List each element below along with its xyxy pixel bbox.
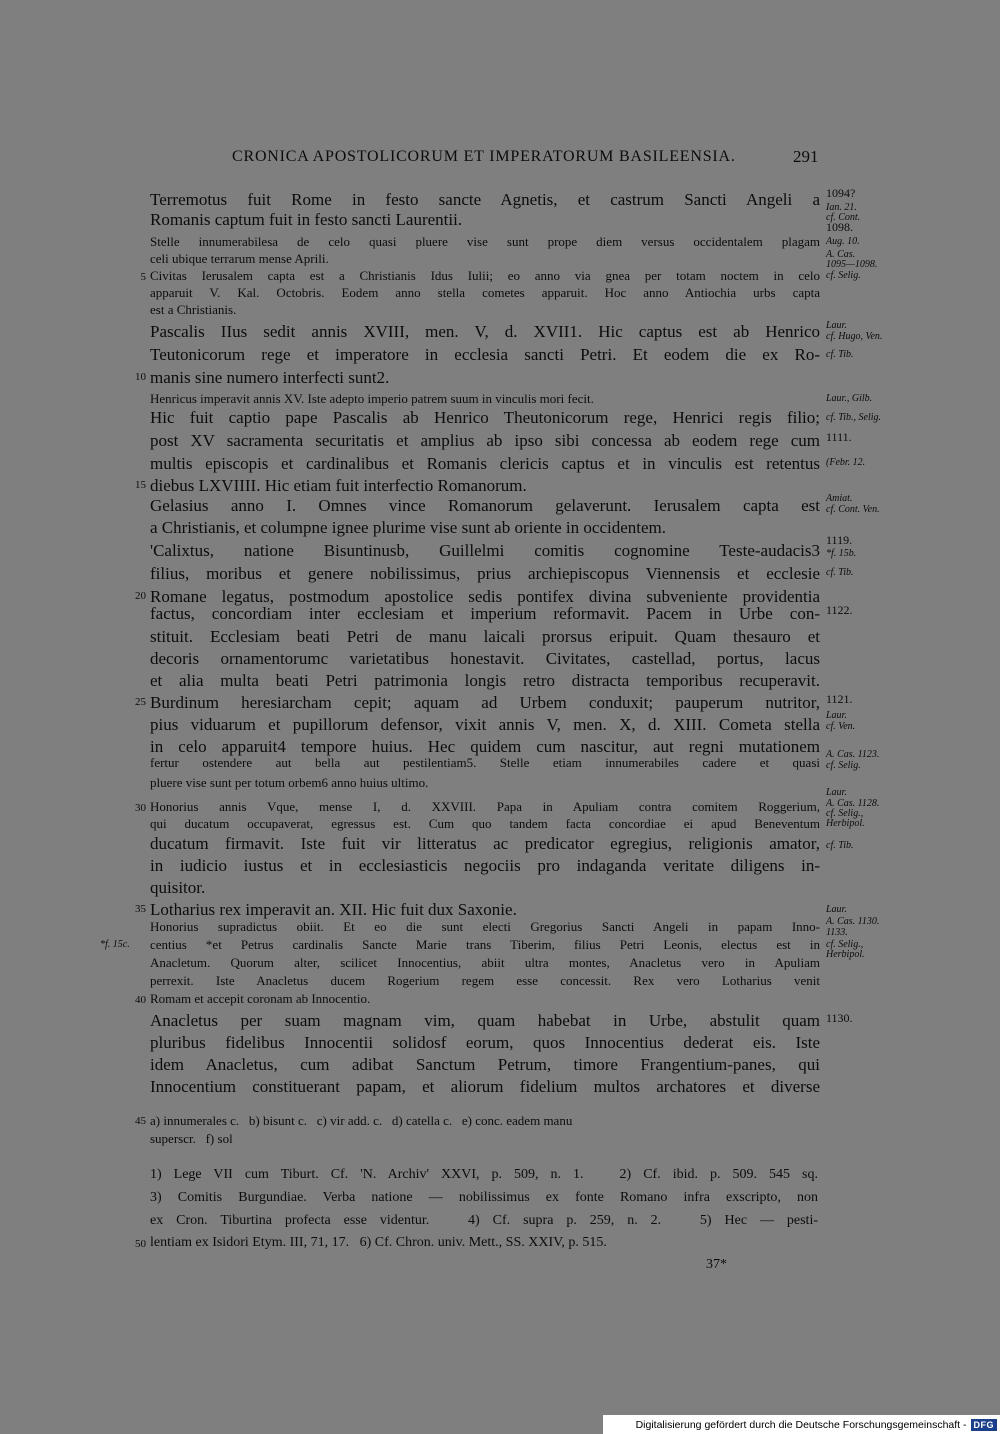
text-line: Terremotus fuit Rome in festo sancte Agnetis, et castrum Sancti Angeli a — [150, 190, 820, 209]
margin-note: A. Cas. — [826, 249, 856, 260]
margin-note: 1121. — [826, 692, 853, 706]
text-line: Hic fuit captio pape Pascalis ab Henrico Theutonicorum rege, Henrici regis filio; — [150, 408, 820, 427]
digitization-footer — [603, 1415, 1000, 1434]
line-number: 50 — [135, 1238, 146, 1250]
text-line: Romane legatus, postmodum apostolice sedis pontifex divina subveniente providentia — [150, 587, 820, 606]
text-line: perrexit. Iste Anacletus ducem Rogerium regem esse concessit. Rex vero Lotharius venit — [150, 973, 820, 988]
text-line: apparuit V. Kal. Octobris. Eodem anno stella cometes apparuit. Hoc anno Antiochia urbs capta — [150, 285, 820, 300]
margin-note: cf. Selig., — [826, 939, 864, 950]
line-number: 35 — [135, 903, 146, 915]
margin-note: cf. Selig. — [826, 270, 861, 281]
margin-note: cf. Selig., — [826, 808, 864, 819]
margin-note: cf. Ven. — [826, 721, 856, 732]
apparatus-line: a) innumerales c. b) bisunt c. c) vir add. c. d) catella c. e) conc. eadem manu — [150, 1113, 573, 1128]
line-number: 25 — [135, 696, 146, 708]
text-line: Romanis captum fuit in festo sancti Laurentii. — [150, 210, 463, 229]
margin-note: 1119. — [826, 533, 853, 547]
margin-note: 1098. — [826, 220, 853, 234]
margin-note: Amiat. — [826, 493, 853, 504]
margin-note: cf. Selig. — [826, 760, 861, 771]
footer-text: Digitalisierung gefördert durch die Deutsche Forschungsgemeinschaft - — [635, 1418, 967, 1431]
margin-note: 1130. — [826, 1011, 853, 1025]
text-line: multis episcopis et cardinalibus et Romanis clericis captus et in vinculis est retentus — [150, 454, 820, 473]
apparatus-line: superscr. f) sol — [150, 1131, 233, 1146]
margin-note: Aug. 10. — [826, 236, 860, 247]
text-line: pius viduarum et pupillorum defensor, vixit annis V, men. X, d. XIII. Cometa stella — [150, 715, 820, 734]
text-line: celi ubique terrarum mense Aprili. — [150, 251, 329, 266]
text-line: Honorius annis Vque, mense I, d. XXVIII. Papa in Apuliam contra comitem Roggerium, — [150, 799, 820, 814]
margin-note: A. Cas. 1130. — [826, 916, 880, 927]
text-line: Innocentium constituerant papam, et aliorum fidelium multos archatores et diverse — [150, 1077, 820, 1096]
margin-note: 1094? — [826, 186, 856, 200]
line-number: 20 — [135, 590, 146, 602]
margin-note: A. Cas. 1128. — [826, 798, 880, 809]
line-number: 30 — [135, 802, 146, 814]
margin-note: Ian. 21. — [826, 202, 857, 213]
text-line: Civitas Ierusalem capta est a Christianis Idus Iulii; eo anno via gnea per totam noctem in celo — [150, 268, 820, 283]
margin-note: 1095—1098. — [826, 259, 878, 270]
margin-note: cf. Hugo, Ven. — [826, 331, 883, 342]
line-number: 5 — [140, 271, 146, 283]
margin-note: 1133. — [826, 927, 848, 938]
text-line: Henricus imperavit annis XV. Iste adepto imperio patrem suum in vinculis mori fecit. — [150, 391, 594, 406]
text-line: Pascalis IIus sedit annis XVIII, men. V, d. XVII1. Hic captus est ab Henrico — [150, 322, 820, 341]
text-line: Stelle innumerabilesa de celo quasi pluere vise sunt prope diem versus occidentalem plagam — [150, 234, 820, 249]
page-number: 291 — [793, 147, 819, 166]
text-line: Lotharius rex imperavit an. XII. Hic fuit dux Saxonie. — [150, 900, 517, 919]
text-line: filius, moribus et genere nobilissimus, prius archiepiscopus Viennensis et ecclesie — [150, 564, 820, 583]
text-line: Teutonicorum rege et imperatore in ecclesia sancti Petri. Et eodem die ex Ro- — [150, 345, 820, 364]
text-line: stituit. Ecclesiam beati Petri de manu laicali prorsus eripuit. Quam thesauro et — [150, 627, 820, 646]
margin-note: Herbipol. — [826, 949, 865, 960]
text-line: pluere vise sunt per totum orbem6 anno huius ultimo. — [150, 775, 429, 790]
text-line: Honorius supradictus obiit. Et eo die sunt electi Gregorius Sancti Angeli in papam Inno- — [150, 919, 820, 934]
margin-note: Laur., Gilb. — [826, 393, 873, 404]
text-line: 'Calixtus, natione Bisuntinusb, Guillelmi comitis cognomine Teste-audacis3 — [150, 541, 820, 560]
margin-note: Laur. — [826, 710, 847, 721]
text-line: pluribus fidelibus Innocentii solidosf eorum, quos Innocentius dederat eis. Iste — [150, 1033, 820, 1052]
text-line: a Christianis, et columpne ignee plurime vise sunt ab oriente in occidentem. — [150, 518, 667, 537]
text-line: fertur ostendere aut bella aut pestilentiam5. Stelle etiam innumerabiles cadere et quasi — [150, 755, 820, 770]
line-number: 10 — [135, 371, 146, 383]
text-line: est a Christianis. — [150, 302, 237, 317]
margin-note: *f. 15b. — [826, 548, 857, 559]
margin-note: cf. Cont. Ven. — [826, 504, 880, 515]
margin-note: cf. Tib. — [826, 349, 854, 360]
margin-note: cf. Tib., Selig. — [826, 412, 881, 423]
signature-mark: 37* — [706, 1257, 727, 1272]
text-line: Burdinum heresiarcham cepit; aquam ad Urbem conduxit; pauperum nutritor, — [150, 693, 820, 712]
text-line: diebus LXVIIII. Hic etiam fuit interfectio Romanorum. — [150, 476, 527, 495]
margin-note: Laur. — [826, 904, 847, 915]
margin-note: cf. Cont. — [826, 212, 861, 223]
text-line: centius *et Petrus cardinalis Sancte Marie trans Tiberim, filius Petri Leonis, electus est in — [150, 937, 820, 952]
footnote-line: ex Cron. Tiburtina profecta esse videntur. 4) Cf. supra p. 259, n. 2. 5) Hec — pesti- — [150, 1213, 818, 1228]
text-line: quisitor. — [150, 878, 206, 897]
margin-note: Herbipol. — [826, 818, 865, 829]
running-head: CRONICA APOSTOLICORUM ET IMPERATORUM BASILEENSIA. — [232, 148, 736, 165]
folio-note: *f. 15c. — [100, 939, 130, 950]
text-line: Anacletus per suam magnam vim, quam habebat in Urbe, abstulit quam — [150, 1011, 820, 1030]
text-line: factus, concordiam inter ecclesiam et imperium reformavit. Pacem in Urbe con- — [150, 604, 820, 623]
text-line: decoris ornamentorumc varietatibus honestavit. Civitates, castellad, portus, lacus — [150, 649, 820, 668]
line-number: 45 — [135, 1115, 146, 1127]
margin-note: cf. Tib. — [826, 567, 854, 578]
margin-note: 1122. — [826, 603, 853, 617]
text-line: manis sine numero interfecti sunt2. — [150, 368, 390, 387]
text-line: Romam et accepit coronam ab Innocentio. — [150, 991, 371, 1006]
margin-note: Laur. — [826, 320, 847, 331]
line-number: 15 — [135, 479, 146, 491]
text-line: et alia multa beati Petri patrimonia longis retro distracta temporibus recuperavit. — [150, 671, 820, 690]
footnote-line: 1) Lege VII cum Tiburt. Cf. 'N. Archiv' XXVI, p. 509, n. 1. 2) Cf. ibid. p. 509. 545 sq. — [150, 1167, 818, 1182]
margin-note: (Febr. 12. — [826, 457, 866, 468]
margin-note: A. Cas. 1123. — [826, 749, 880, 760]
footnote-line: 3) Comitis Burgundiae. Verba natione — nobilissimus ex fonte Romano infra exscripto, non — [150, 1190, 818, 1205]
margin-note: 1111. — [826, 430, 852, 444]
text-line: Gelasius anno I. Omnes vince Romanorum gelaverunt. Ierusalem capta est — [150, 496, 820, 515]
text-line: Anacletum. Quorum alter, scilicet Innocentius, abiit ultra montes, Anacletus vero in Apuliam — [150, 955, 820, 970]
footnote-line: lentiam ex Isidori Etym. III, 71, 17. 6) Cf. Chron. univ. Mett., SS. XXIV, p. 515. — [150, 1235, 607, 1250]
text-line: in iudicio iustus et in ecclesiasticis negociis pro indaganda veritate diligens in- — [150, 856, 820, 875]
text-line: qui ducatum occupaverat, egressus est. Cum quo tandem facta concordiae ei apud Beneventum — [150, 816, 820, 831]
text-line: idem Anacletus, cum adibat Sanctum Petrum, timore Frangentium-panes, qui — [150, 1055, 820, 1074]
text-line: in celo apparuit4 tempore huius. Hec quidem cum nascitur, aut regni mutationem — [150, 737, 820, 756]
margin-note: Laur. — [826, 787, 847, 798]
line-number: 40 — [135, 994, 146, 1006]
text-line: post XV sacramenta securitatis et amplius ab ipso sibi concessa ab eodem rege cum — [150, 431, 820, 450]
margin-note: cf. Tib. — [826, 840, 854, 851]
dfg-logo: DFG — [971, 1419, 998, 1431]
text-line: ducatum firmavit. Iste fuit vir litteratus ac predicator egregius, religionis amator, — [150, 834, 820, 853]
